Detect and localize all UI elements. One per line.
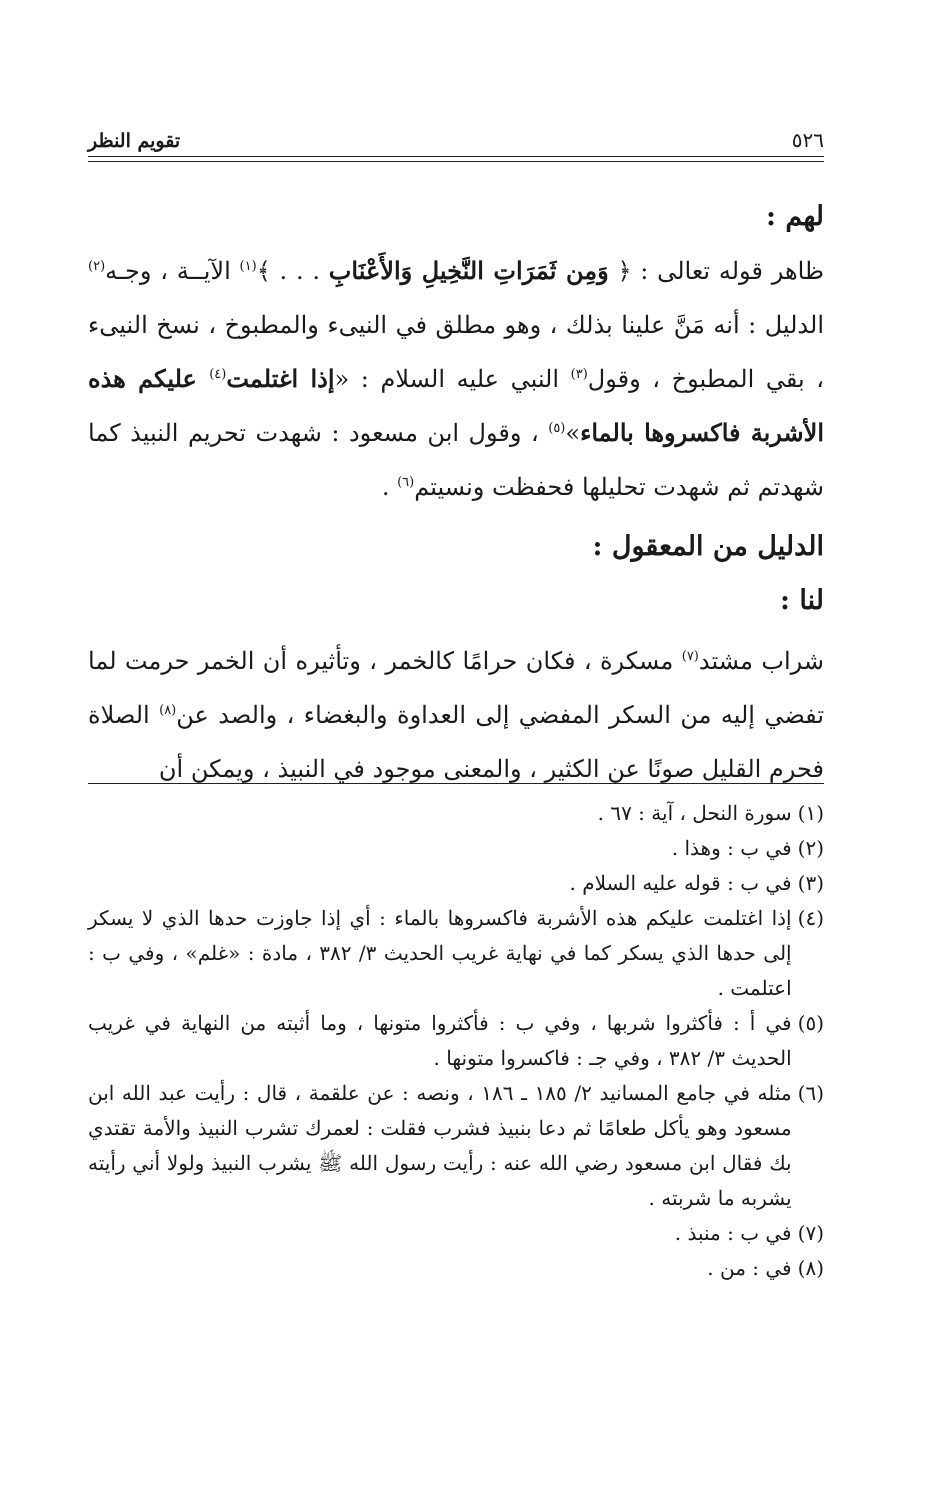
footnote-ref-6: (٦) (397, 475, 415, 490)
heading-lana: لنا : (780, 585, 824, 616)
footnote-item (88, 1251, 824, 1286)
footnote-text: سورة النحل ، آية : ٦٧ . (597, 801, 792, 825)
hadith-text-1: إذا اغتلمت (226, 364, 335, 393)
footnote-number: (٧) (797, 1221, 824, 1245)
footnote-text: مثله في جامع المسانيد ٢/ ١٨٥ ـ ١٨٦ ، ونصه : عن علقمة ، قال : رأيت عبد الله ابن مسعود وهو يأكل طعامًا ثم دعا بنبيذ فشرب فقلت : لعمرك تشرب النبيذ والأمة تقتدي بك فقال ابن مسعود رضي الله عنه : رأيت رسول الله ﷺ يشرب النبيذ ولولا أني رأيته يشربه ما شربته . (88, 1081, 792, 1210)
footnote-text: في ب : منبذ . (674, 1221, 792, 1245)
footnote-ref-8: (٨) (159, 703, 177, 718)
footnote-separator (88, 783, 824, 784)
paragraph-lana-argument: شراب مشتد$^{(٧)}$ مسكرة ، فكان حرامًا كالخمر ، وتأثيره أن الخمر حرمت لما تفضي إليه من السكر المفضي إلى العداوة والبغضاء ، والصد عن$^{(٨)}$ الصلاة فحرم القليل صونًا عن الكثير ، والمعنى موجود في النبيذ ، ويمكن أن (88, 647, 824, 783)
footnote-text: إذا اغتلمت عليكم هذه الأشربة فاكسروها بالماء : أي إذا جاوزت حدها الذي لا يسكر إلى حدها الذي يسكر كما في نهاية غريب الحديث ٣/ ٣٨٢ ، مادة : «غلم» ، وفي ب : اعتلمت . (88, 906, 792, 1000)
footnote-ref-1: (١) (239, 259, 257, 274)
footnote-number: (٨) (797, 1256, 824, 1280)
footnote-number: (٢) (797, 836, 824, 860)
footnote-text: في أ : فأكثروا شربها ، وفي ب : فأكثروا متونها ، وما أثبته من النهاية في غريب الحديث ٣/ ٣٨٢ ، وفي جـ : فاكسروا متونها . (88, 1011, 792, 1070)
main-text (88, 190, 824, 796)
heading-lahum: لهم : (765, 201, 824, 232)
quran-verse: وَمِن ثَمَرَاتِ النَّخِيلِ وَالأَعْنَابِ (328, 256, 609, 285)
footnote-text: في ب : قوله عليه السلام . (569, 871, 792, 895)
footnote-text: في : من . (707, 1256, 792, 1280)
footnote-ref-4: (٤) (209, 367, 227, 382)
footnote-number: (٦) (797, 1081, 824, 1105)
page-header (88, 116, 824, 152)
header-double-rule (88, 156, 824, 162)
page-number: ٥٢٦ (791, 128, 824, 152)
running-title: تقويم النظر (88, 130, 181, 152)
hadith-text-2: عليكم هذه الأشربة فاكسروها بالماء (88, 364, 824, 447)
footnote-ref-5: (٥) (548, 421, 566, 436)
footnote-item (88, 1216, 824, 1251)
footnote-item (88, 866, 824, 901)
heading-rational-evidence: الدليل من المعقول : (592, 531, 824, 562)
footnote-ref-2: (٢) (88, 259, 106, 274)
footnote-text: في ب : وهذا . (671, 836, 792, 860)
footnote-ref-3: (٣) (570, 367, 588, 382)
footnote-item (88, 901, 824, 1006)
footnote-number: (٥) (797, 1011, 824, 1035)
footnote-number: (١) (797, 801, 824, 825)
footnote-number: (٤) (797, 906, 824, 930)
footnotes (88, 796, 824, 1286)
footnote-item (88, 1076, 824, 1216)
footnote-item (88, 1006, 824, 1076)
footnote-item (88, 796, 824, 831)
paragraph-lahum-evidence: ظاهر قوله تعالى : ﴿ وَمِن ثَمَرَاتِ النَّخِيلِ وَالأَعْنَابِ . . . ﴾$^{(١)}$ الآيــة ، وجـه$^{(٢)}$ الدليل : أنه مَنَّ علينا بذلك ، وهو مطلق في النيىء والمطبوخ ، نسخ النيىء ، بقي المطبوخ ، وقول$^{(٣)}$ النبي عليه السلام : «إذا اغتلمت$^{(٤)}$ عليكم هذه الأشربة فاكسروها بالماء»$^{(٥)}$ ، وقول ابن مسعود : شهدت تحريم النبيذ كما شهدتم ثم شهدت تحليلها فحفظت ونسيتم$^{(٦)}$ . (88, 256, 825, 501)
footnote-item (88, 831, 824, 866)
footnote-number: (٣) (797, 871, 824, 895)
footnote-ref-7: (٧) (681, 649, 699, 664)
